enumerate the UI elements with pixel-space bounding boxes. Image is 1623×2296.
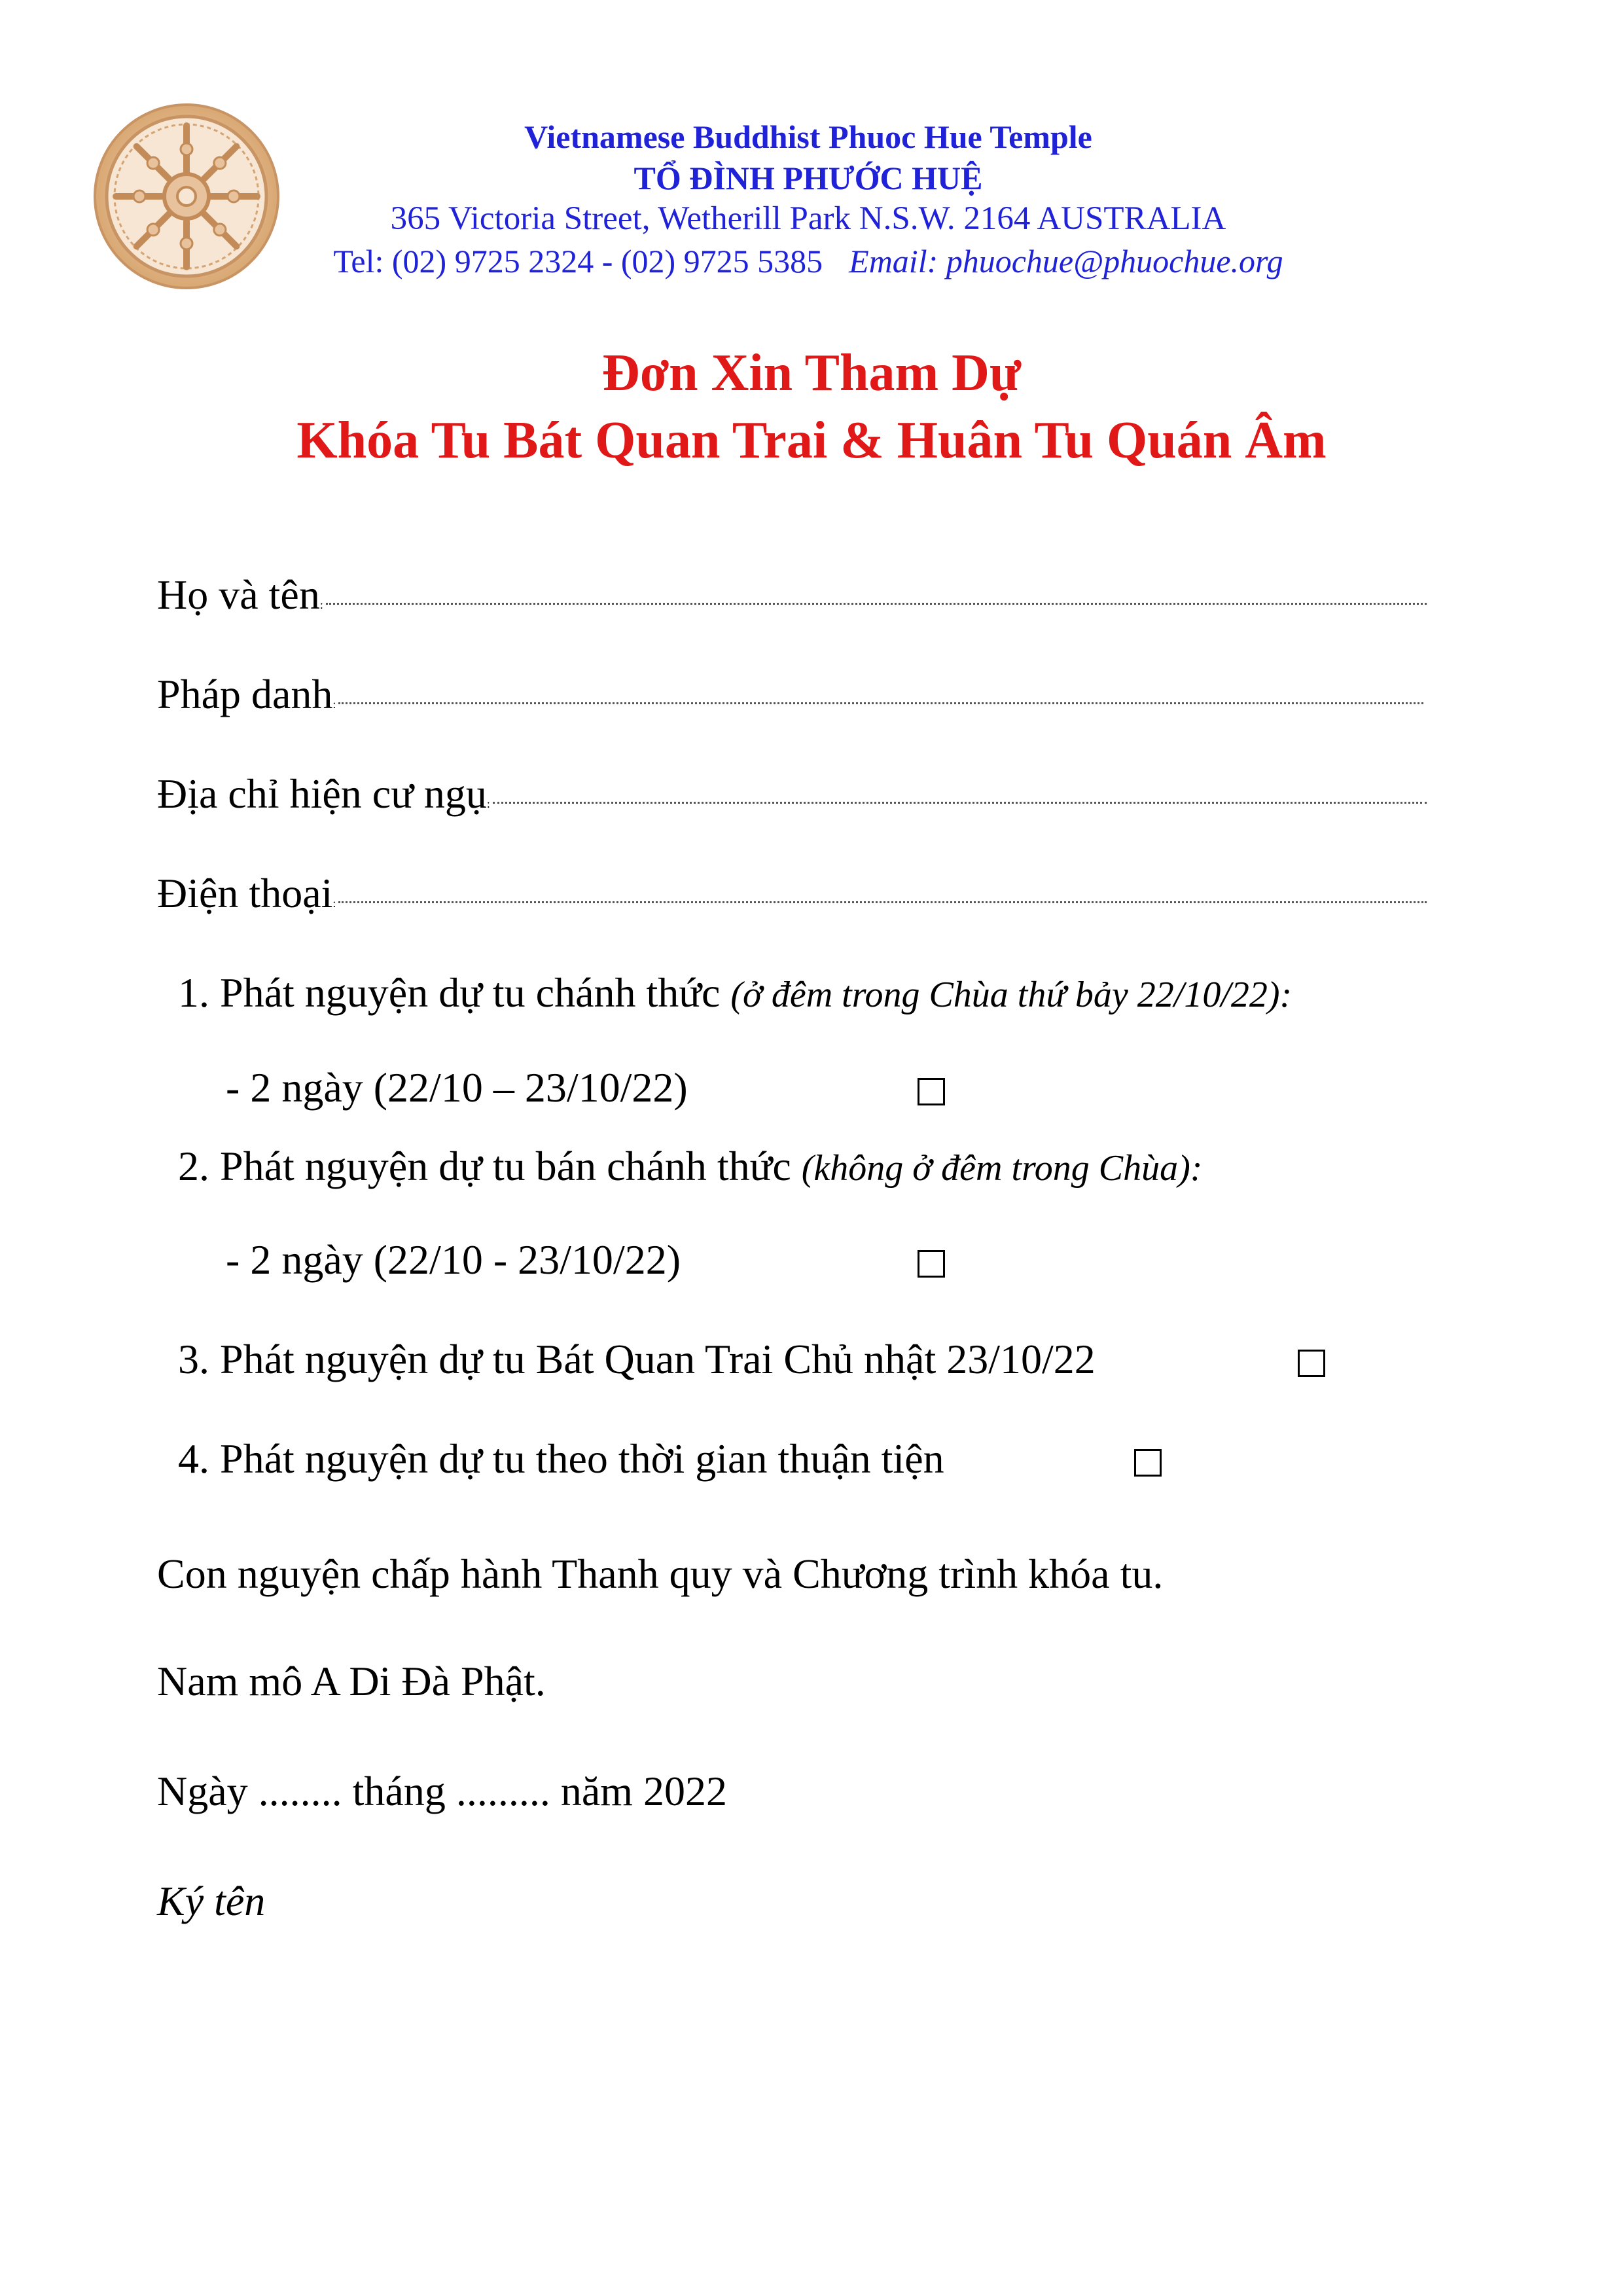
- temple-name-english: Vietnamese Buddhist Phuoc Hue Temple: [524, 118, 1092, 155]
- option-2-label: 2. Phát nguyện dự tu bán chánh thức: [178, 1143, 802, 1189]
- pledge-text: Con nguyện chấp hành Thanh quy và Chương trình khóa tu.: [157, 1551, 1164, 1597]
- dharma-name-label: Pháp danh: [157, 671, 333, 717]
- option-2-checkbox[interactable]: [918, 1250, 945, 1278]
- temple-email: Email: phuochue@phuochue.org: [849, 243, 1283, 279]
- dharma-name-fill-line[interactable]: [338, 702, 1423, 704]
- temple-phone: Tel: (02) 9725 2324 - (02) 9725 5385: [333, 243, 823, 279]
- greeting-text: Nam mô A Di Đà Phật.: [157, 1658, 546, 1704]
- form-title-line1: Đơn Xin Tham Dự: [602, 344, 1021, 402]
- option-4-checkbox[interactable]: [1134, 1449, 1162, 1477]
- phone-label: Điện thoại: [157, 870, 333, 916]
- address-label: Địa chỉ hiện cư ngụ: [157, 770, 487, 817]
- form-title-line2: Khóa Tu Bát Quan Trai & Huân Tu Quán Âm: [296, 412, 1327, 469]
- signature-label: Ký tên: [157, 1878, 266, 1924]
- contact-line: [216, 242, 1400, 280]
- address-field[interactable]: Địa chỉ hiện cư ngụ :: [157, 770, 1427, 818]
- option-2-duration: - 2 ngày (22/10 - 23/10/22): [226, 1236, 681, 1283]
- option-3-checkbox[interactable]: [1298, 1350, 1325, 1377]
- name-field[interactable]: Họ và tên :: [157, 571, 1427, 619]
- temple-name-vietnamese: TỔ ĐÌNH PHƯỚC HUỆ: [633, 160, 983, 196]
- address-fill-line[interactable]: [493, 802, 1427, 804]
- temple-address: 365 Victoria Street, Wetherill Park N.S.W. 2164 AUSTRALIA: [390, 200, 1226, 237]
- option-2-note: (không ở đêm trong Chùa):: [801, 1148, 1203, 1189]
- option-1: [178, 969, 1292, 1017]
- name-fill-line[interactable]: [326, 603, 1427, 605]
- phone-field[interactable]: Điện thoại :: [157, 869, 1427, 918]
- option-1-label: 1. Phát nguyện dự tu chánh thức: [178, 969, 731, 1016]
- option-2: [178, 1142, 1202, 1191]
- option-1-note: (ở đêm trong Chùa thứ bảy 22/10/22):: [730, 975, 1293, 1015]
- dharma-name-field[interactable]: Pháp danh :: [157, 670, 1423, 719]
- option-1-duration: - 2 ngày (22/10 – 23/10/22): [226, 1064, 688, 1111]
- name-label: Họ và tên: [157, 571, 320, 618]
- phone-fill-line[interactable]: [338, 901, 1427, 903]
- option-1-checkbox[interactable]: [918, 1078, 945, 1105]
- date-line: Ngày ........ tháng ......... năm 2022: [157, 1768, 727, 1814]
- option-3-label: 3. Phát nguyện dự tu Bát Quan Trai Chủ nhật 23/10/22: [178, 1336, 1096, 1382]
- option-4-label: 4. Phát nguyện dự tu theo thời gian thuận tiện: [178, 1435, 944, 1482]
